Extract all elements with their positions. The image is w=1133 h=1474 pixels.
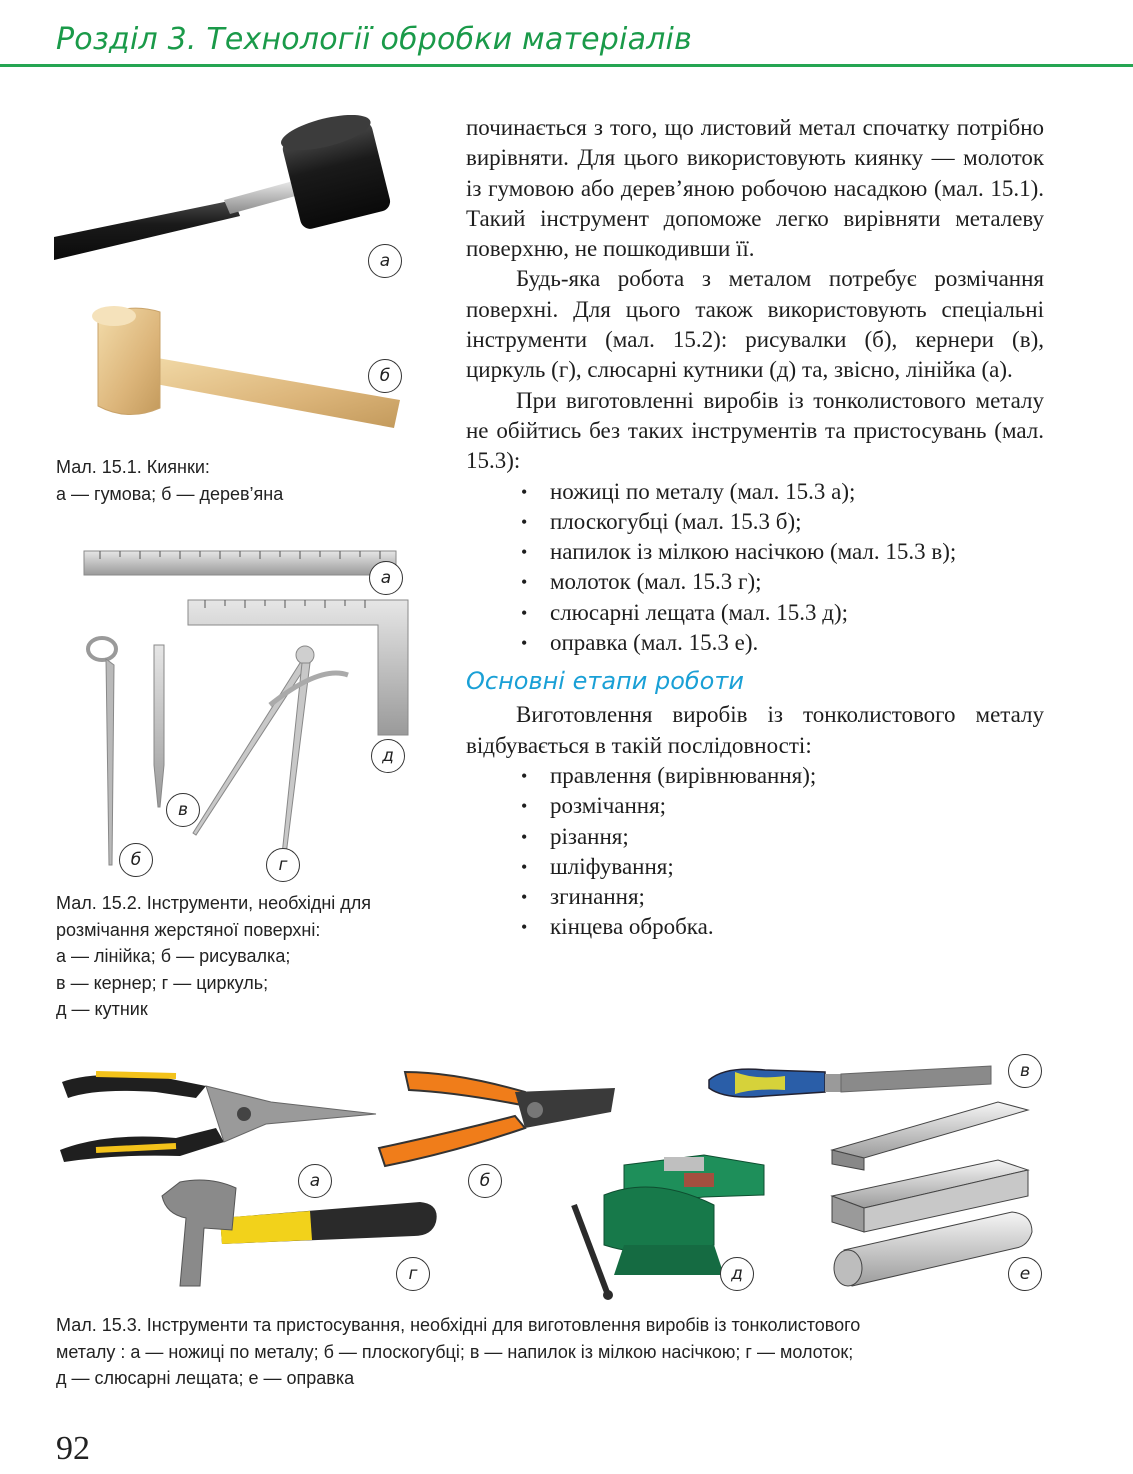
- list-item: • правлення (вирівнювання);: [466, 761, 1044, 791]
- fig15-3-caption-line: д — слюсарні лещата; е — оправка: [56, 1368, 355, 1388]
- fig15-2-caption-line: а — лінійка; б — рисувалка;: [56, 946, 291, 966]
- list-item: • кінцева обробка.: [466, 912, 1044, 942]
- list-item: • слюсарні лещата (мал. 15.3 д);: [466, 598, 1044, 628]
- marking-tools-image: [80, 545, 420, 875]
- fig15-2-label-g: г: [266, 848, 300, 882]
- header-divider: [0, 64, 1133, 67]
- fig15-2-caption-line: в — кернер; г — циркуль;: [56, 972, 269, 993]
- fig15-2-label-d: д: [371, 739, 405, 773]
- section-heading: Основні етапи роботи: [466, 667, 744, 696]
- fig15-1-caption-line1: Мал. 15.1. Киянки:: [56, 457, 210, 477]
- fig15-1-caption: [56, 454, 283, 507]
- fig15-2-caption-line: Мал. 15.2. Інструменти, необхідні для: [56, 893, 372, 913]
- fig15-2-label-a: а: [369, 561, 403, 595]
- fig15-3-label-d: д: [720, 1257, 754, 1291]
- fig15-3-label-v: в: [1008, 1054, 1042, 1088]
- mandrels-image: [828, 1100, 1038, 1295]
- chapter-title: Розділ 3. Технології обробки матеріалів: [56, 22, 692, 57]
- scriber-image: [106, 659, 114, 865]
- list-item: • різання;: [466, 822, 1044, 852]
- fig15-3-caption-line: металу : а — ножиці по металу; б — плоскогубці; в — напилок із мілкою насічкою; г — молоток;: [56, 1341, 854, 1362]
- paragraph-2: Будь-яка робота з металом потребує розмічання поверхні. Для цього також використовують спеціальні інструменти (мал. 15.2): рисувалки (б), кернери (в), циркуль (г), слюсарні кутники (д) та, звісно, лінійка (а).: [466, 266, 1044, 383]
- list-item: • оправка (мал. 15.3 е).: [466, 628, 1044, 658]
- stages-list: [466, 761, 1044, 943]
- metal-shears-image: [56, 1062, 386, 1172]
- fig15-1-label-a: а: [368, 244, 402, 278]
- page-number: 92: [56, 1430, 90, 1467]
- list-item: • розмічання;: [466, 791, 1044, 821]
- fig15-2-caption-line: д — кутник: [56, 999, 148, 1019]
- fig15-3-caption-line: Мал. 15.3. Інструменти та пристосування, необхідні для виготовлення виробів із тонколистового: [56, 1315, 861, 1335]
- paragraph-3: При виготовленні виробів із тонколистового металу не обійтись без таких інструментів та пристосувань (мал. 15.3):: [466, 387, 1044, 474]
- fig15-3-label-g: г: [396, 1257, 430, 1291]
- fig15-1-caption-line2: а — гумова; б — дерев’яна: [56, 483, 284, 504]
- main-text: [466, 113, 1044, 943]
- fig15-3-label-b: б: [468, 1164, 502, 1198]
- list-item: • плоскогубці (мал. 15.3 б);: [466, 507, 1044, 537]
- fig15-1-label-b: б: [368, 359, 402, 393]
- fig15-2-label-b: б: [119, 843, 153, 877]
- fig15-3-label-e: е: [1008, 1257, 1042, 1291]
- wooden-mallet-image: [80, 300, 410, 435]
- fig15-2-caption: [56, 890, 371, 1023]
- paragraph-4: Виготовлення виробів із тонколистового металу відбувається в такій послідовності:: [466, 702, 1044, 758]
- list-item: • молоток (мал. 15.3 г);: [466, 567, 1044, 597]
- fig15-3-label-a: а: [298, 1164, 332, 1198]
- fig15-2-caption-line: розмічання жерстяної поверхні:: [56, 919, 321, 940]
- tools-list: [466, 477, 1044, 659]
- fig15-2-label-v: в: [166, 793, 200, 827]
- rubber-mallet-image: [54, 112, 414, 282]
- list-item: • шліфування;: [466, 852, 1044, 882]
- list-item: • згинання;: [466, 882, 1044, 912]
- list-item: • напилок із мілкою насічкою (мал. 15.3 в);: [466, 537, 1044, 567]
- paragraph-1: починається з того, що листовий метал спочатку потрібно вирівняти. Для цього використовують киянку — молоток із гумовою або дерев’яною робочою насадкою (мал. 15.1). Такий інструмент допоможе легко вирівняти металеву поверхню, не пошкодивши її.: [466, 115, 1044, 262]
- center-punch-image: [154, 645, 164, 807]
- fig15-3-caption: [56, 1312, 860, 1392]
- scriber-loop: [88, 638, 116, 660]
- list-item: • ножиці по металу (мал. 15.3 а);: [466, 477, 1044, 507]
